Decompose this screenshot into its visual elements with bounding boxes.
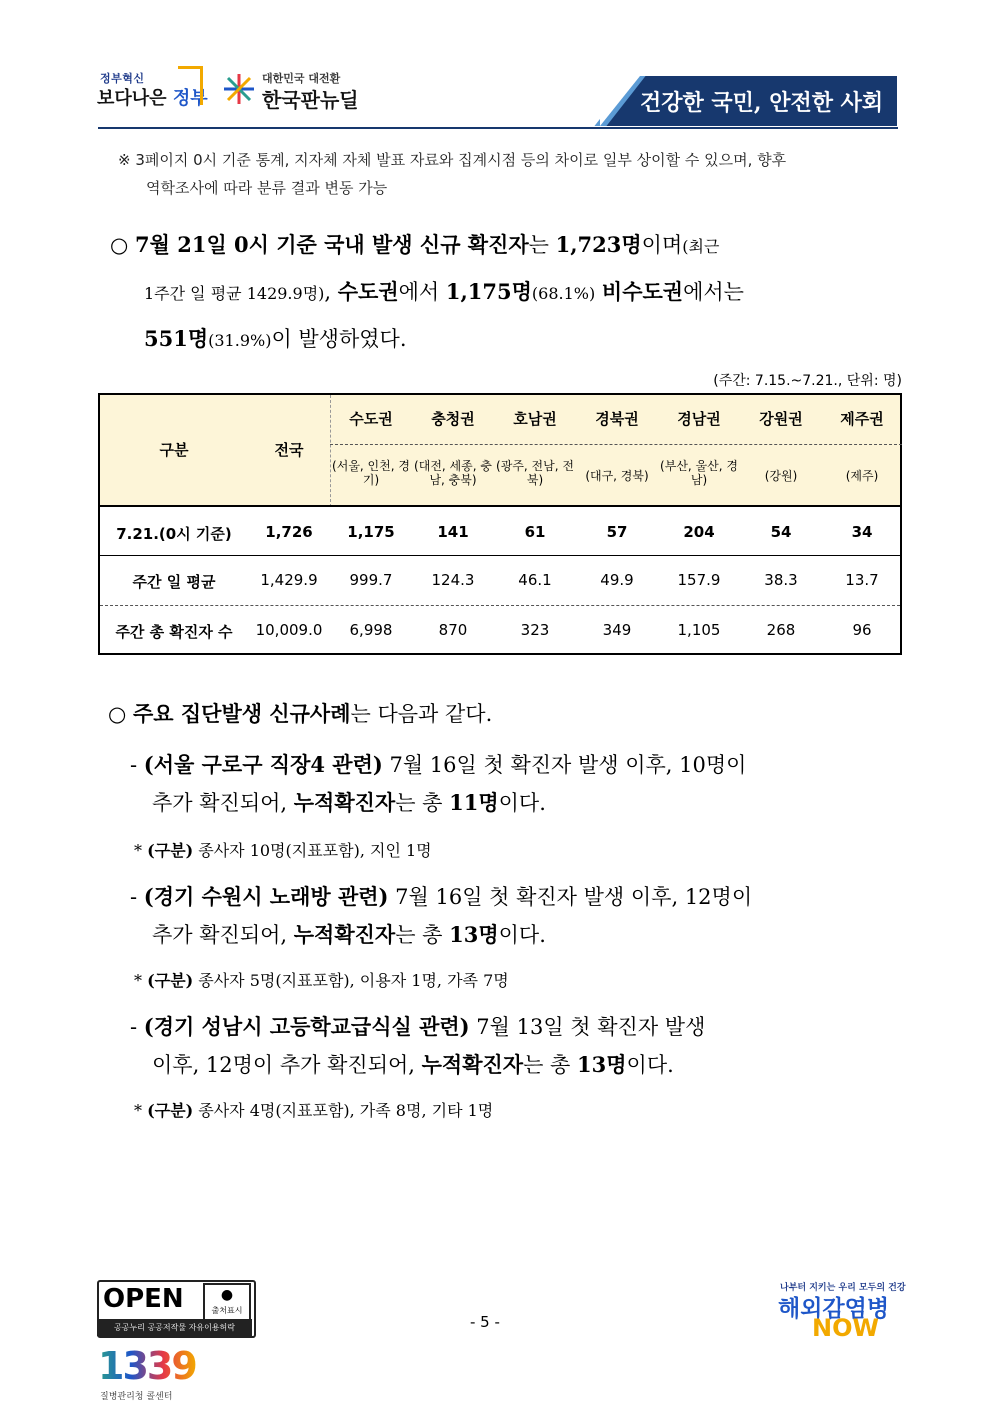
region-jeju-sub: (제주) bbox=[845, 469, 879, 483]
cluster-item-3-breakdown bbox=[134, 1098, 493, 1121]
summary-capital-count: 1,175명 bbox=[445, 279, 532, 304]
region-gangwon-sub: (강원) bbox=[764, 469, 798, 483]
header-slogan: 건강한 국민, 안전한 사회 bbox=[640, 90, 884, 116]
logo-gov-text-a: 보다나은 bbox=[97, 88, 167, 109]
cluster-item-2-breakdown bbox=[134, 968, 509, 991]
row-avg-capital: 999.7 bbox=[349, 571, 393, 589]
region-chungcheong: 충청권 bbox=[431, 410, 475, 428]
banner-cut bbox=[600, 76, 640, 126]
summary-total: 1,723명 bbox=[555, 232, 642, 257]
cluster-intro-bold: 주요 집단발생 신규사례 bbox=[133, 701, 351, 726]
summary-capital: 수도권 bbox=[337, 279, 399, 304]
star: * bbox=[134, 971, 142, 990]
row-total-honam: 323 bbox=[520, 621, 550, 639]
breakdown-text: 종사자 4명(지표포함), 가족 8명, 기타 1명 bbox=[193, 1101, 494, 1120]
cluster-item-3 bbox=[130, 1008, 900, 1084]
new-deal-icon bbox=[222, 72, 256, 106]
cluster-item-line-2 bbox=[130, 916, 900, 954]
row-total-national: 10,009.0 bbox=[255, 621, 323, 639]
header-divider bbox=[98, 127, 898, 129]
cluster-count: 13명 bbox=[449, 922, 499, 947]
cluster-count: 11명 bbox=[449, 790, 499, 815]
row-divider-2 bbox=[100, 605, 900, 606]
row-total-label: 주간 총 확진자 수 bbox=[115, 623, 233, 641]
cluster-cumulative: 누적확진자 bbox=[421, 1052, 524, 1077]
logo-gov-innovation-caption: 정부혁신 bbox=[100, 72, 145, 85]
row-avg-gangwon: 38.3 bbox=[764, 571, 798, 589]
cluster-item-line-2 bbox=[130, 784, 900, 822]
summary-text-q: 이 발생하였다. bbox=[271, 327, 407, 351]
cluster-title: (서울 구로구 직장4 관련) bbox=[143, 752, 383, 777]
row-avg-gyeongbuk: 49.9 bbox=[600, 571, 634, 589]
cluster-intro-text: 는 다음과 같다. bbox=[350, 702, 493, 726]
row-divider-1 bbox=[100, 555, 900, 556]
cluster-item-1-breakdown bbox=[134, 838, 432, 861]
summary-text-e: (최근 bbox=[682, 237, 720, 256]
bullet: ○ bbox=[108, 702, 127, 726]
dash: - bbox=[130, 1015, 138, 1039]
overseas-disease-tagline: 나부터 지키는 우리 모두의 건강 bbox=[780, 1283, 906, 1293]
cluster-text: 추가 확진되어, bbox=[152, 923, 294, 947]
breakdown-label: (구분) bbox=[147, 841, 194, 860]
logo-new-deal: 한국판뉴딜 bbox=[262, 88, 359, 112]
overseas-disease-logo: 해외감염병 bbox=[778, 1296, 890, 1322]
logo-gov-text-b: 정부 bbox=[172, 88, 208, 109]
summary-noncapital-count: 551명 bbox=[144, 326, 209, 351]
summary-capital-pct: (68.1%) bbox=[531, 284, 596, 303]
header-national: 전국 bbox=[274, 441, 304, 459]
header-category: 구분 bbox=[159, 441, 189, 459]
breakdown-text: 종사자 10명(지표포함), 지인 1명 bbox=[193, 841, 432, 860]
region-gyeongbuk-sub: (대구, 경북) bbox=[585, 469, 649, 483]
region-gyeongbuk: 경북권 bbox=[595, 410, 639, 428]
hotline-caption: 질병관리청 콜센터 bbox=[100, 1392, 173, 1402]
breakdown-label: (구분) bbox=[147, 971, 194, 990]
row-avg-label: 주간 일 평균 bbox=[132, 573, 216, 591]
summary-text-l bbox=[595, 280, 602, 304]
row-today-gyeongbuk: 57 bbox=[606, 523, 628, 541]
region-honam: 호남권 bbox=[513, 410, 557, 428]
kogl-caption: 공공누리 공공저작물 자유이용허락 bbox=[97, 1319, 252, 1336]
summary-text-g: , bbox=[324, 280, 338, 304]
cluster-item-line-1 bbox=[130, 878, 900, 916]
cluster-count: 13명 bbox=[577, 1052, 627, 1077]
region-chungcheong-sub: (대전, 세종, 충남, 충북) bbox=[414, 459, 492, 487]
cluster-item-line-1 bbox=[130, 1008, 900, 1046]
summary-text-b: 는 bbox=[528, 233, 556, 257]
row-avg-honam: 46.1 bbox=[518, 571, 552, 589]
row-today-honam: 61 bbox=[524, 523, 546, 541]
cluster-text: 7월 16일 첫 확진자 발생 이후, 10명이 bbox=[382, 753, 747, 777]
cluster-text: 이후, 12명이 추가 확진되어, bbox=[152, 1053, 422, 1077]
header-mid-divider bbox=[330, 444, 902, 445]
row-avg-jeju: 13.7 bbox=[845, 571, 879, 589]
row-avg-chungcheong: 124.3 bbox=[431, 571, 475, 589]
cluster-text: 이다. bbox=[626, 1053, 674, 1077]
breakdown-text: 종사자 5명(지표포함), 이용자 1명, 가족 7명 bbox=[193, 971, 509, 990]
star: * bbox=[134, 1101, 142, 1120]
cluster-item-line-2 bbox=[130, 1046, 900, 1084]
region-jeju: 제주권 bbox=[840, 410, 884, 428]
cluster-cumulative: 누적확진자 bbox=[293, 922, 396, 947]
star: * bbox=[134, 841, 142, 860]
region-gyeongnam: 경남권 bbox=[677, 410, 721, 428]
row-total-gangwon: 268 bbox=[766, 621, 796, 639]
statistics-note bbox=[118, 146, 903, 202]
breakdown-label: (구분) bbox=[147, 1101, 194, 1120]
summary-text-n: 에서는 bbox=[683, 280, 744, 304]
row-total-capital: 6,998 bbox=[349, 621, 393, 639]
cluster-text: 이다. bbox=[498, 923, 546, 947]
hotline-1339-logo bbox=[98, 1344, 196, 1388]
cluster-text: 는 총 bbox=[395, 791, 450, 815]
row-avg-national: 1,429.9 bbox=[260, 571, 318, 589]
summary-noncapital: 비수도권 bbox=[601, 279, 684, 304]
region-capital: 수도권 bbox=[349, 410, 393, 428]
summary-text-d: 이며 bbox=[641, 233, 683, 257]
row-today-label: 7.21.(0시 기준) bbox=[116, 525, 232, 543]
region-honam-sub: (광주, 전남, 전북) bbox=[496, 459, 574, 487]
summary-line-1 bbox=[110, 222, 902, 269]
cluster-title: (경기 성남시 고등학교급식실 관련) bbox=[143, 1014, 470, 1039]
kogl-attribution-badge bbox=[203, 1283, 251, 1322]
cluster-text: 는 총 bbox=[523, 1053, 578, 1077]
row-today-national: 1,726 bbox=[265, 523, 313, 541]
summary-paragraph bbox=[110, 222, 902, 363]
table-unit: (주간: 7.15.~7.21., 단위: 명) bbox=[713, 373, 902, 389]
summary-noncapital-pct: (31.9%) bbox=[208, 331, 272, 350]
row-avg-gyeongnam: 157.9 bbox=[677, 571, 721, 589]
row-today-capital: 1,175 bbox=[347, 523, 395, 541]
note-line-2: 역학조사에 따라 분류 결과 변동 가능 bbox=[146, 179, 388, 197]
cluster-item-2 bbox=[130, 878, 900, 954]
header-bottom-border bbox=[100, 505, 900, 507]
hotline-number: 1339 bbox=[98, 1344, 196, 1388]
badge-text: 출처표시 bbox=[211, 1306, 243, 1315]
bullet: ○ bbox=[110, 233, 129, 257]
cluster-item-line-1 bbox=[130, 746, 900, 784]
kogl-open-text: OPEN bbox=[103, 1284, 184, 1314]
dash: - bbox=[130, 753, 138, 777]
overseas-disease-now: NOW bbox=[812, 1314, 879, 1342]
row-today-gyeongnam: 204 bbox=[683, 523, 715, 541]
row-today-jeju: 34 bbox=[851, 523, 873, 541]
cluster-text: 추가 확진되어, bbox=[152, 791, 294, 815]
summary-line-3 bbox=[110, 316, 902, 363]
person-icon: ● bbox=[220, 1287, 234, 1303]
cluster-text: 이다. bbox=[498, 791, 546, 815]
note-line-1: ※ 3페이지 0시 기준 통계, 지자체 자체 발표 자료와 집계시점 등의 차이로 일부 상이할 수 있으며, 향후 bbox=[118, 151, 787, 169]
cluster-cumulative: 누적확진자 bbox=[293, 790, 396, 815]
row-total-chungcheong: 870 bbox=[438, 621, 468, 639]
region-capital-sub: (서울, 인천, 경기) bbox=[332, 459, 410, 487]
summary-bold-a: 7월 21일 0시 기준 국내 발생 신규 확진자 bbox=[135, 232, 529, 257]
regional-cases-table bbox=[98, 393, 902, 655]
row-total-gyeongbuk: 349 bbox=[602, 621, 632, 639]
row-today-gangwon: 54 bbox=[770, 523, 792, 541]
cluster-title: (경기 수원시 노래방 관련) bbox=[143, 884, 389, 909]
cluster-text: 7월 13일 첫 확진자 발생 bbox=[469, 1015, 706, 1039]
dash: - bbox=[130, 885, 138, 909]
cluster-text: 는 총 bbox=[395, 923, 450, 947]
row-total-jeju: 96 bbox=[852, 621, 872, 639]
summary-weekly-avg: 1주간 일 평균 1429.9명) bbox=[144, 284, 325, 303]
row-total-gyeongnam: 1,105 bbox=[677, 621, 721, 639]
region-gangwon: 강원권 bbox=[759, 410, 803, 428]
logo-bracket-icon bbox=[178, 66, 203, 105]
cluster-item-1 bbox=[130, 746, 900, 822]
cluster-intro bbox=[108, 698, 492, 728]
cluster-text: 7월 16일 첫 확진자 발생 이후, 12명이 bbox=[388, 885, 753, 909]
header-banner bbox=[600, 76, 897, 126]
logo-new-deal-caption: 대한민국 대전환 bbox=[262, 72, 341, 85]
summary-text-i: 에서 bbox=[398, 280, 446, 304]
row-today-chungcheong: 141 bbox=[437, 523, 469, 541]
summary-line-2 bbox=[110, 269, 902, 316]
page-number: - 5 - bbox=[470, 1313, 500, 1331]
region-gyeongnam-sub: (부산, 울산, 경남) bbox=[660, 459, 738, 487]
